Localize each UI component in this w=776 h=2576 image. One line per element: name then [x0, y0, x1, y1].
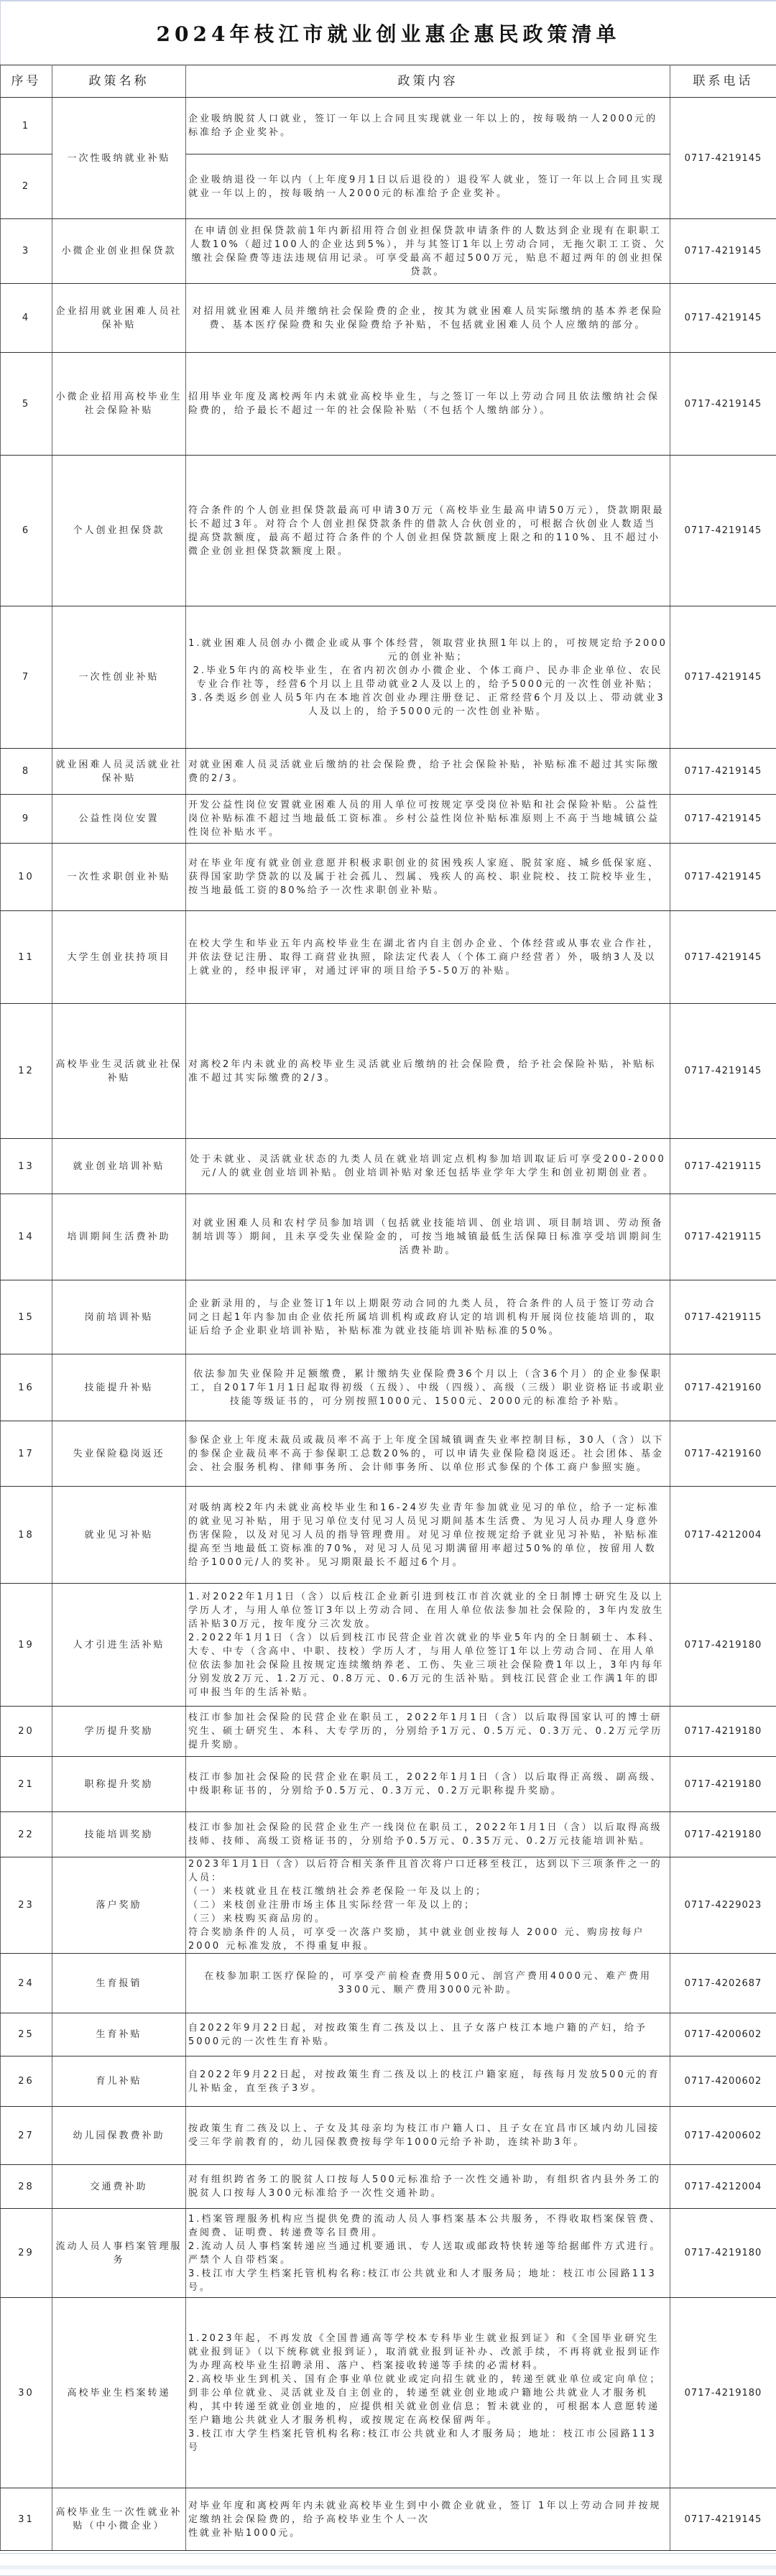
policy-name: 高校毕业生灵活就业社保补贴	[52, 1004, 186, 1139]
policy-name: 一次性吸纳就业补贴	[52, 98, 186, 219]
table-row	[1, 2165, 776, 2209]
empty-grid-row	[0, 2553, 776, 2576]
policy-name: 就业见习补贴	[52, 1487, 186, 1584]
policy-content: 对毕业年度和离校两年内未就业高校毕业生到中小微企业就业，签订 1年以上劳动合同并按规定缴纳社会保险费的，给予高校毕业生个人一次 性就业补贴1000元。	[186, 2488, 670, 2551]
contact-phone: 0717-4219145	[670, 219, 776, 284]
row-number: 11	[1, 911, 52, 1004]
table-row	[1, 911, 776, 1004]
header-name: 政策名称	[52, 65, 186, 98]
contact-phone: 0717-4219180	[670, 1584, 776, 1707]
contact-phone: 0717-4200602	[670, 2013, 776, 2056]
contact-phone: 0717-4219180	[670, 2209, 776, 2298]
policy-name: 生育报销	[52, 1954, 186, 2013]
policy-content: 招用毕业年度及离校两年内未就业高校毕业生，与之签订一年以上劳动合同且依法缴纳社会保险费的，给予最长不超过一年的社会保险补贴（不包括个人缴纳部分）。	[186, 353, 670, 456]
row-number: 14	[1, 1194, 52, 1280]
policy-name: 交通费补助	[52, 2165, 186, 2209]
table-row	[1, 1584, 776, 1707]
contact-phone: 0717-4219145	[670, 353, 776, 456]
row-number: 13	[1, 1139, 52, 1194]
policy-content: 自2022年9月22日起，对按政策生育二孩及以上的枝江户籍家庭，每孩每月发放500元的育儿补贴金，直至孩子3岁。	[186, 2056, 670, 2107]
table-row	[1, 353, 776, 456]
table-row	[1, 2209, 776, 2298]
policy-name: 公益性岗位安置	[52, 795, 186, 844]
contact-phone: 0717-4212004	[670, 1487, 776, 1584]
table-row	[1, 606, 776, 749]
table-row	[1, 2298, 776, 2488]
row-number: 27	[1, 2107, 52, 2165]
row-number: 31	[1, 2488, 52, 2551]
row-number: 1	[1, 98, 52, 154]
table-row	[1, 1139, 776, 1194]
row-number: 5	[1, 353, 52, 456]
table-row	[1, 1487, 776, 1584]
table-row	[1, 1707, 776, 1757]
policy-name: 学历提升奖励	[52, 1707, 186, 1757]
row-number: 4	[1, 284, 52, 353]
policy-content: 对吸纳离校2年内未就业高校毕业生和16-24岁失业青年参加就业见习的单位，给予一定标准的就业见习补贴，用于见习单位支付见习人员见习期间基本生活费、为见习人员办理人身意外伤害保险，以及对见习人员的指导管理费用。对见习单位按规定给予就业见习补贴，补贴标准提高至当地最低工资标准的70%，对见习人员见习期满留用率超过50%的单位，按留用人数给予1000元/人的奖补。见习期限最长不超过6个月。	[186, 1487, 670, 1584]
table-row	[1, 1954, 776, 2013]
contact-phone: 0717-4219145	[670, 98, 776, 219]
contact-phone: 0717-4219145	[670, 749, 776, 795]
contact-phone: 0717-4219145	[670, 284, 776, 353]
policy-content: 参保企业上年度未裁员或裁员率不高于上年度全国城镇调查失业率控制目标，30人（含）以下的参保企业裁员率不高于参保职工总数20%的，可以申请失业保险稳岗返还。社会团体、基金会、社会服务机构、律师事务所、会计师事务所、以单位形式参保的个体工商户参照实施。	[186, 1421, 670, 1487]
row-number: 28	[1, 2165, 52, 2209]
policy-name: 技能培训奖励	[52, 1812, 186, 1857]
policy-content: 对就业困难人员和农村学员参加培训（包括就业技能培训、创业培训、项目制培训、劳动预备制培训等）期间，且未享受失业保险金的，可按当地城镇最低生活保障日标准享受培训期间生活费补助。	[186, 1194, 670, 1280]
table-row	[1, 844, 776, 911]
policy-name: 个人创业担保贷款	[52, 456, 186, 606]
policy-name: 大学生创业扶持项目	[52, 911, 186, 1004]
row-number: 30	[1, 2298, 52, 2488]
table-row	[1, 2013, 776, 2056]
contact-phone: 0717-4200602	[670, 2107, 776, 2165]
table-row	[1, 2107, 776, 2165]
table-row	[1, 749, 776, 795]
row-number: 16	[1, 1354, 52, 1421]
header-phone: 联系电话	[670, 65, 776, 98]
policy-name: 育儿补贴	[52, 2056, 186, 2107]
contact-phone: 0717-4219145	[670, 844, 776, 911]
policy-content: 2023年1月1日（含）以后符合相关条件且首次将户口迁移至枝江，达到以下三项条件之一的人员： （一）来枝就业且在枝江缴纳社会养老保险一年及以上的； （二）来枝创业注册市场主体且实际经营一年及以上的； （三）来枝购买商品房的。 符合奖励条件的人员，可享受一次落户奖励，其中就业创业按每人 2000 元、购房按每户 2000 元标准发放，不得重复申报。	[186, 1857, 670, 1954]
policy-content: 开发公益性岗位安置就业困难人员的用人单位可按规定享受岗位补贴和社会保险补贴。公益性岗位补贴标准不超过当地最低工资标准。乡村公益性岗位补贴标准原则上不高于当地城镇公益性岗位补贴水平。	[186, 795, 670, 844]
policy-name: 高校毕业生档案转递	[52, 2298, 186, 2488]
contact-phone: 0717-4219145	[670, 606, 776, 749]
policy-name: 一次性创业补贴	[52, 606, 186, 749]
table-header	[1, 65, 776, 98]
contact-phone: 0717-4229023	[670, 1857, 776, 1954]
policy-content: 按政策生育二孩及以上、子女及其母亲均为枝江市户籍人口、且子女在宜昌市区域内幼儿园接受三年学前教育的，幼儿园保教费按每学年1000元给予补助，连续补助3年。	[186, 2107, 670, 2165]
table-row	[1, 2056, 776, 2107]
policy-content: 1.档案管理服务机构应当提供免费的流动人员人事档案基本公共服务，不得收取档案保管费、查阅费、证明费、转递费等名目费用。 2.流动人员人事档案转递应当通过机要通讯、专人送取或邮政特快转递等给据邮件方式进行。严禁个人自带档案。 3.枝江市大学生档案托管机构名称:枝江市公共就业和人才服务局；地址：枝江市公园路113号。	[186, 2209, 670, 2298]
contact-phone: 0717-4219115	[670, 1280, 776, 1354]
table-row	[1, 1194, 776, 1280]
row-number: 17	[1, 1421, 52, 1487]
policy-content: 对离校2年内未就业的高校毕业生灵活就业后缴纳的社会保险费，给予社会保险补贴，补贴标准不超过其实际缴费的2/3。	[186, 1004, 670, 1139]
policy-content: 处于未就业、灵活就业状态的九类人员在就业培训定点机构参加培训取证后可享受200-2000元/人的就业创业培训补贴。创业培训补贴对象还包括毕业学年大学生和创业初期创业者。	[186, 1139, 670, 1194]
policy-content: 1.2023年起，不再发放《全国普通高等学校本专科毕业生就业报到证》和《全国毕业研究生就业报到证》（以下统称就业报到证），取消就业报到证补办、改派手续，不再将就业报到证作为办理高校毕业生招聘录用、落户、档案接收转递等手续的必需材料。 2.高校毕业生到机关、国有企事业单位就业或定向招生就业的，转递至就业单位或定向单位；到非公单位就业、灵活就业及自主创业的，转递至就业创业地或户籍地公共就业人才服务机构，其中转递至就业创业地的，应提供相关就业创业信息；暂未就业的，可根据本人意愿转递至户籍地公共就业人才服务机构，或按规定在高校保留两年。 3.枝江市大学生档案托管机构名称:枝江市公共就业和人才服务局；地址：枝江市公园路113号	[186, 2298, 670, 2488]
row-number: 26	[1, 2056, 52, 2107]
contact-phone: 0717-4219180	[670, 1812, 776, 1857]
policy-name: 岗前培训补贴	[52, 1280, 186, 1354]
policy-content: 枝江市参加社会保险的民营企业在职员工，2022年1月1日（含）以后取得国家认可的博士研究生、硕士研究生、本科、大专学历的，分别给予1万元、0.5万元、0.3万元、0.2万元学历提升奖励。	[186, 1707, 670, 1757]
policy-content: 1.对2022年1月1日（含）以后枝江企业新引进到枝江市首次就业的全日制博士研究生及以上学历人才，与用人单位签订3年以上劳动合同、在用人单位依法参加社会保险的，3年内发放生活补贴30万元，按年度分三次发放。 2.2022年1月1日（含）以后到枝江市民营企业首次就业的毕业5年内的全日制硕士、本科、大专、中专（含高中、中职、技校）学历人才，与用人单位签订1年以上劳动合同、在用人单位依法参加社会保险且按规定连续缴纳养老、工伤、失业三项社会保险费1年以上，3年内每年分别发放2万元、1.2万元、0.8万元、0.6万元的生活补贴。到枝江民营企业工作满1年的即可申报当年的生活补贴。	[186, 1584, 670, 1707]
contact-phone: 0717-4219145	[670, 1004, 776, 1139]
policy-name: 小微企业招用高校毕业生社会保险补贴	[52, 353, 186, 456]
policy-content: 枝江市参加社会保险的民营企业在职员工，2022年1月1日（含）以后取得正高级、副高级、中级职称证书的，分别给予0.5万元、0.3万元、0.2万元职称提升奖励。	[186, 1757, 670, 1812]
contact-phone: 0717-4219160	[670, 1354, 776, 1421]
policy-content: 企业新录用的，与企业签订1年以上期限劳动合同的九类人员，符合条件的人员于签订劳动合同之日起1年内参加由企业依托所属培训机构或政府认定的培训机构开展岗位技能培训的，取证后给予企业职业培训补贴，补贴标准为就业技能培训补贴标准的50%。	[186, 1280, 670, 1354]
table-row	[1, 219, 776, 284]
table-row	[1, 1004, 776, 1139]
policy-name: 生育补贴	[52, 2013, 186, 2056]
contact-phone: 0717-4202687	[670, 1954, 776, 2013]
table-row	[1, 795, 776, 844]
table-body	[1, 98, 776, 2551]
contact-phone: 0717-4219145	[670, 456, 776, 606]
row-number: 21	[1, 1757, 52, 1812]
policy-name: 就业困难人员灵活就业社保补贴	[52, 749, 186, 795]
policy-content: 对在毕业年度有就业创业意愿并积极求职创业的贫困残疾人家庭、脱贫家庭、城乡低保家庭、获得国家助学贷款的以及属于社会孤儿、烈属、残疾人的高校、职业院校、技工院校毕业生，按当地最低工资的80%给予一次性求职创业补贴。	[186, 844, 670, 911]
policy-name: 流动人员人事档案管理服务	[52, 2209, 186, 2298]
table-row	[1, 1757, 776, 1812]
contact-phone: 0717-4219145	[670, 795, 776, 844]
policy-content: 枝江市参加社会保险的民营企业生产一线岗位在职员工，2022年1月1日（含）以后取得高级技师、技师、高级工资格证书的，分别给予0.5万元、0.35万元、0.2万元技能培训补贴。	[186, 1812, 670, 1857]
row-number: 23	[1, 1857, 52, 1954]
policy-table	[0, 65, 776, 2551]
row-number: 12	[1, 1004, 52, 1139]
contact-phone: 0717-4219180	[670, 2298, 776, 2488]
policy-name: 幼儿园保教费补助	[52, 2107, 186, 2165]
page-title: 2024年枝江市就业创业惠企惠民政策清单	[157, 19, 621, 47]
policy-name: 一次性求职创业补贴	[52, 844, 186, 911]
row-number: 2	[1, 154, 52, 219]
title-row	[0, 0, 776, 65]
contact-phone: 0717-4219145	[670, 2488, 776, 2551]
sheet-tab-bar	[0, 2565, 776, 2570]
table-row	[1, 284, 776, 353]
policy-name: 企业招用就业困难人员社保补贴	[52, 284, 186, 353]
policy-name: 技能提升补贴	[52, 1354, 186, 1421]
policy-content: 在申请创业担保贷款前1年内新招用符合创业担保贷款申请条件的人数达到企业现有在职职工人数10%（超过100人的企业达到5%），并与其签订1年以上劳动合同，无拖欠职工工资、欠缴社会保险费等违法违规信用记录。可享受最高不超过500万元，贴息不超过两年的创业担保贷款。	[186, 219, 670, 284]
row-number: 10	[1, 844, 52, 911]
policy-name: 就业创业培训补贴	[52, 1139, 186, 1194]
policy-content: 对有组织跨省务工的脱贫人口按每人500元标准给予一次性交通补助，有组织省内县外务工的脱贫人口按每人300元标准给予一次性交通补助。	[186, 2165, 670, 2209]
table-row	[1, 1421, 776, 1487]
row-number: 3	[1, 219, 52, 284]
policy-name: 职称提升奖励	[52, 1757, 186, 1812]
contact-phone: 0717-4200602	[670, 2056, 776, 2107]
contact-phone: 0717-4219115	[670, 1194, 776, 1280]
contact-phone: 0717-4219115	[670, 1139, 776, 1194]
table-row	[1, 1857, 776, 1954]
policy-content: 依法参加失业保险并足额缴费，累计缴纳失业保险费36个月以上（含36个月）的企业参保职工，自2017年1月1日起取得初级（五级）、中级（四级）、高级（三级）职业资格证书或职业技能等级证书的，可分别按照1000元、1500元、2000元的标准给予补贴。	[186, 1354, 670, 1421]
row-number: 6	[1, 456, 52, 606]
row-number: 19	[1, 1584, 52, 1707]
policy-name: 失业保险稳岗返还	[52, 1421, 186, 1487]
policy-name: 人才引进生活补贴	[52, 1584, 186, 1707]
row-number: 25	[1, 2013, 52, 2056]
row-number: 8	[1, 749, 52, 795]
row-number: 20	[1, 1707, 52, 1757]
contact-phone: 0717-4219180	[670, 1707, 776, 1757]
policy-content: 对招用就业困难人员并缴纳社会保险费的企业，按其为就业困难人员实际缴纳的基本养老保险费、基本医疗保险费和失业保险费给予补贴，不包括就业困难人员个人应缴纳的部分。	[186, 284, 670, 353]
policy-name: 培训期间生活费补助	[52, 1194, 186, 1280]
row-number: 7	[1, 606, 52, 749]
header-content: 政策内容	[186, 65, 670, 98]
contact-phone: 0717-4219180	[670, 1757, 776, 1812]
policy-content: 在枝参加职工医疗保险的，可享受产前检查费用500元、剖宫产费用4000元、难产费用3300元、顺产费用3000元补助。	[186, 1954, 670, 2013]
row-number: 9	[1, 795, 52, 844]
policy-name: 落户奖励	[52, 1857, 186, 1954]
row-number: 29	[1, 2209, 52, 2298]
row-number: 15	[1, 1280, 52, 1354]
policy-name: 高校毕业生一次性就业补贴（中小微企业）	[52, 2488, 186, 2551]
policy-content: 在校大学生和毕业五年内高校毕业生在湖北省内自主创办企业、个体经营或从事农业合作社，并依法登记注册、取得工商营业执照，除法定代表人（个体工商户经营者）外，吸纳3人及以上就业的，经申报评审，对通过评审的项目给予5-50万的补贴。	[186, 911, 670, 1004]
header-num: 序号	[1, 65, 52, 98]
table-row	[1, 2488, 776, 2551]
contact-phone: 0717-4219160	[670, 1421, 776, 1487]
policy-name: 小微企业创业担保贷款	[52, 219, 186, 284]
policy-content: 对就业困难人员灵活就业后缴纳的社会保险费，给予社会保险补贴，补贴标准不超过其实际缴费的2/3。	[186, 749, 670, 795]
contact-phone: 0717-4212004	[670, 2165, 776, 2209]
policy-content: 企业吸纳脱贫人口就业，签订一年以上合同且实现就业一年以上的，按每吸纳一人2000元的标准给予企业奖补。	[186, 98, 670, 154]
policy-content: 1.就业困难人员创办小微企业或从事个体经营，领取营业执照1年以上的，可按规定给予2000元的创业补贴； 2.毕业5年内的高校毕业生，在省内初次创办小微企业、个体工商户、民办非企业单位、农民专业合作社等，经营6个月以上且带动就业2人及以上的，给予5000元的一次性创业补贴； 3.各类返乡创业人员5年内在本地首次创业办理注册登记、正常经营6个月及以上、带动就业3人及以上的，给予5000元的一次性创业补贴。	[186, 606, 670, 749]
policy-content: 企业吸纳退役一年以内（上年度9月1日以后退役的）退役军人就业，签订一年以上合同且实现就业一年以上的，按每吸纳一人2000元的标准给予企业奖补。	[186, 154, 670, 219]
table-row	[1, 98, 776, 154]
table-row	[1, 456, 776, 606]
row-number: 18	[1, 1487, 52, 1584]
policy-content: 符合条件的个人创业担保贷款最高可申请30万元（高校毕业生最高申请50万元），贷款期限最长不超过3年。对符合个人创业担保贷款条件的借款人合伙创业的，可根据合伙创业人数适当提高贷款额度，最高不超过符合条件的个人创业担保贷款额度上限之和的110%、且不超过小微企业创业担保贷款额度上限。	[186, 456, 670, 606]
row-number: 24	[1, 1954, 52, 2013]
row-number: 22	[1, 1812, 52, 1857]
table-row	[1, 1812, 776, 1857]
table-row	[1, 1354, 776, 1421]
contact-phone: 0717-4219145	[670, 911, 776, 1004]
table-row	[1, 1280, 776, 1354]
policy-content: 自2022年9月22日起，对按政策生育二孩及以上、且子女落户枝江本地户籍的产妇，给予5000元的一次性生育补贴。	[186, 2013, 670, 2056]
